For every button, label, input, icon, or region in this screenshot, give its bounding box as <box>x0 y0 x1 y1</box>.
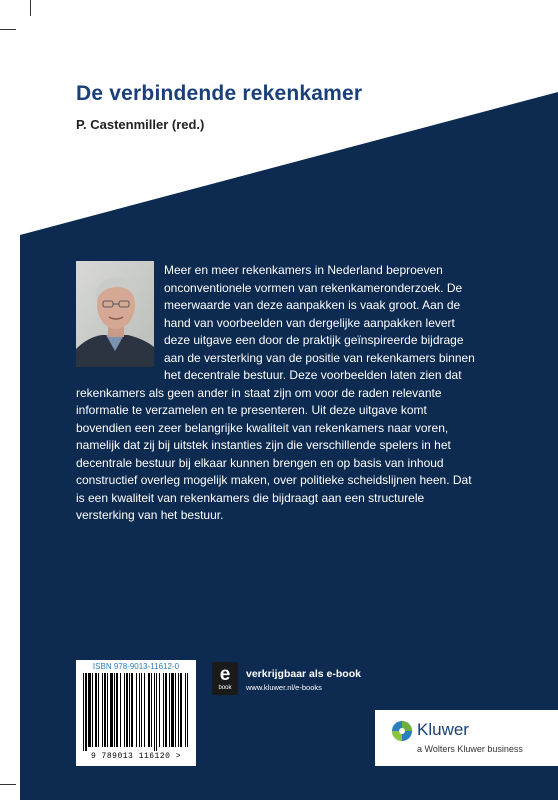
barcode-bars-icon <box>81 673 191 751</box>
isbn-label: ISBN 978-9013-11612-0 <box>92 662 180 671</box>
ebook-icon <box>212 662 238 695</box>
crop-mark <box>0 29 16 30</box>
photo-spacer <box>76 262 158 368</box>
blurb-text <box>76 262 480 525</box>
kluwer-globe-logo-icon <box>391 720 413 742</box>
ebook-icon-caption: book <box>218 685 232 691</box>
book-author: P. Castenmiller (red.) <box>76 117 205 132</box>
publisher-tagline: a Wolters Kluwer business <box>417 744 523 754</box>
ebook-url[interactable]: www.kluwer.nl/e-books <box>246 683 322 692</box>
publisher-logo-panel <box>375 710 558 766</box>
crop-mark <box>0 784 16 785</box>
publisher-name: Kluwer <box>417 720 469 739</box>
book-title: De verbindende rekenkamer <box>76 82 363 105</box>
ebook-icon-letter: e <box>219 664 231 685</box>
barcode-number: 9 789013 116120 > <box>90 752 182 761</box>
blurb-paragraph: Meer en meer rekenkamers in Nederland beproeven onconventionele vormen van rekenkameronderzoek. De meerwaarde van deze aanpakken is vaak groot. Aan de hand van voorbeelden van dergelijke aanpakken levert deze uitgave een door de praktijk geïnspireerde bijdrage aan de versterking van de positie van rekenkamers binnen het decentrale bestuur. Deze voorbeelden laten zien dat rekenkamers als geen ander in staat zijn om voor de raden relevante informatie te verzamelen en te presenteren. Uit deze uitgave komt bovendien een zeer belangrijke kwaliteit van rekenkamers naar voren, namelijk dat zij bij uitstek instanties zijn die verschillende spelers in het decentrale bestuur bij elkaar kunnen brengen en op basis van inhoud constructief overleg mogelijk maken, over politieke scheidslijnen heen. Dat is een kwaliteit van rekenkamers die bijdraagt aan een structurele versterking van het bestuur. <box>76 263 475 522</box>
ebook-label: verkrijgbaar als e-book <box>246 668 361 680</box>
isbn-barcode <box>76 660 196 766</box>
